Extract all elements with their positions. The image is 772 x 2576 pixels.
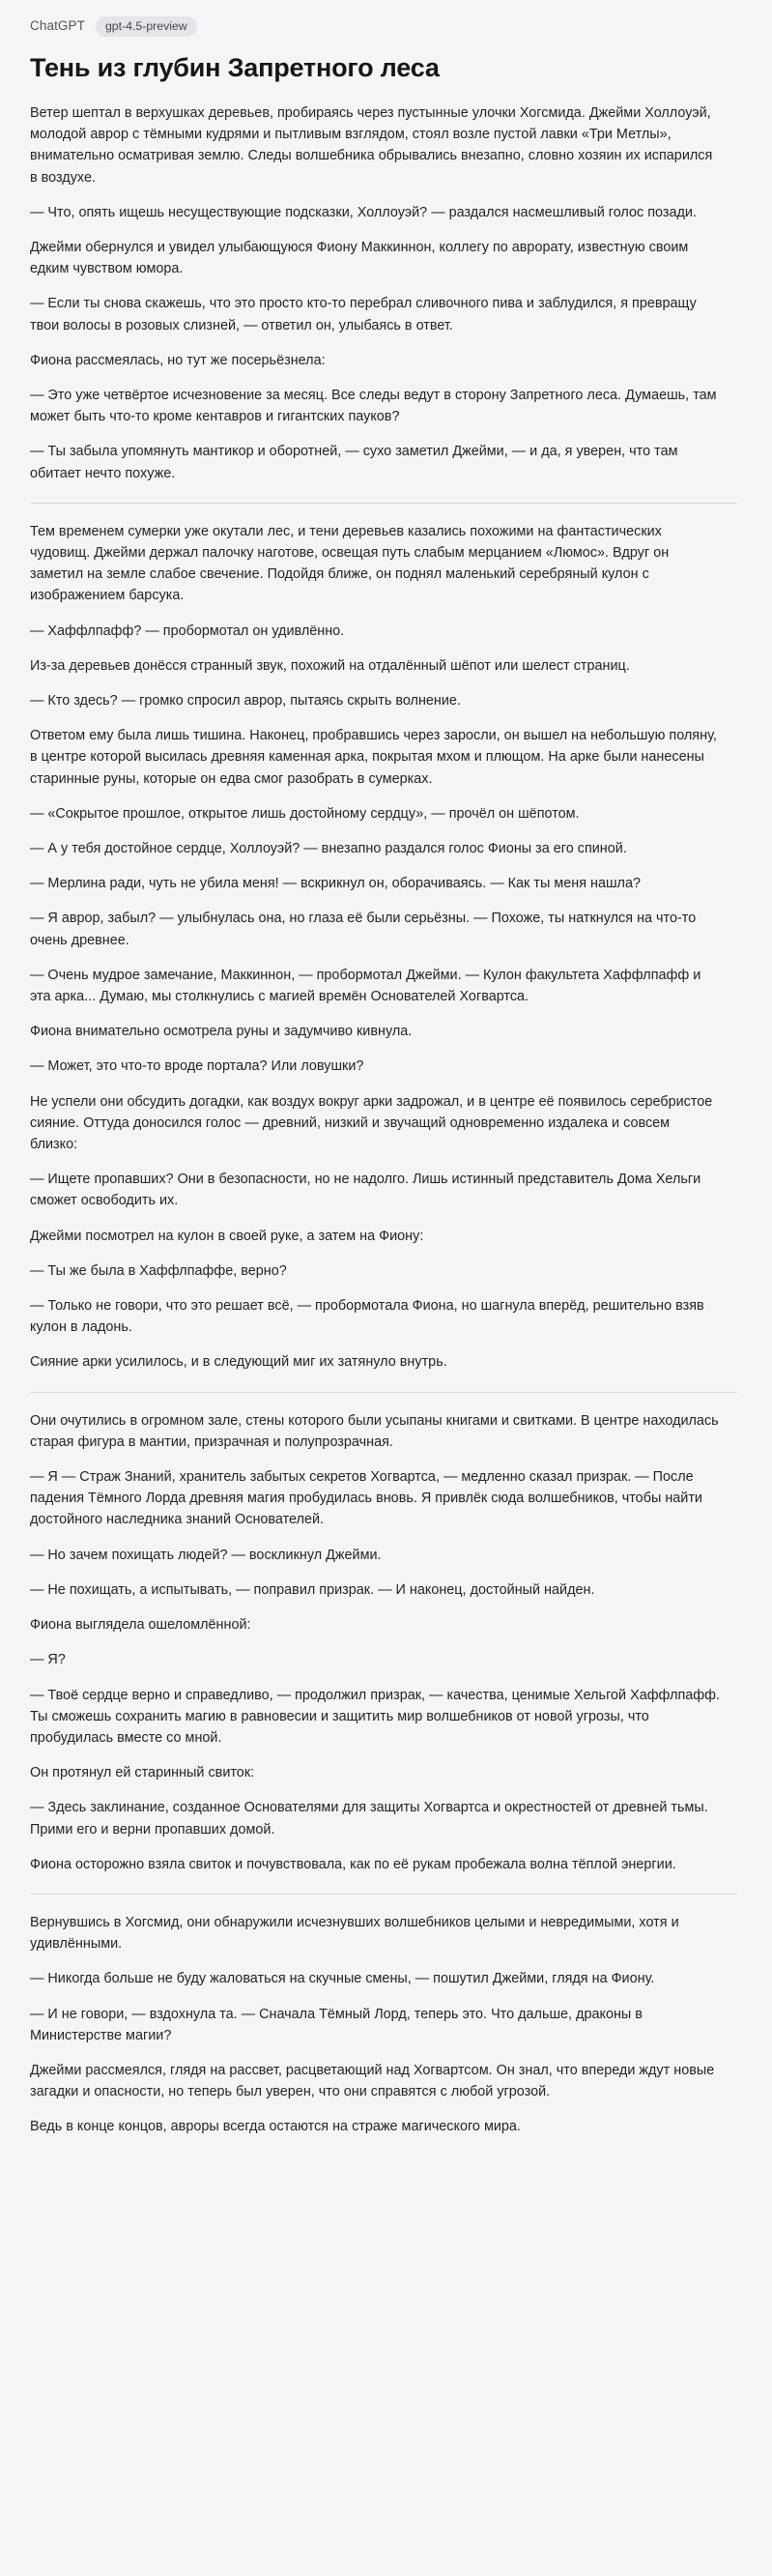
paragraph: — Что, опять ищешь несуществующие подсказки, Холлоуэй? — раздался насмешливый голос позади. — [30, 204, 697, 220]
paragraph: — Не похищать, а испытывать, — поправил призрак. — И наконец, достойный найден. — [30, 1581, 595, 1598]
assistant-name: ChatGPT — [30, 18, 85, 34]
paragraph: Фиона рассмеялась, но тут же посерьёзнела: — [30, 352, 326, 368]
paragraph: Он протянул ей старинный свиток: — [30, 1765, 255, 1781]
paragraph: Не успели они обсудить догадки, как воздух вокруг арки задрожал, и в центре её появилось серебристое сияние. Оттуда доносился голос — древний, низкий и звучащий одновременно издалека и совсем близко: — [30, 1093, 713, 1153]
paragraph: — Может, это что-то вроде портала? Или ловушки? — [30, 1058, 364, 1075]
paragraph: Джейми рассмеялся, глядя на рассвет, расцветающий над Хогвартсом. Он знал, что впереди ждут новые загадки и опасности, но теперь был уверен, что они справятся с любой угрозой. — [30, 2062, 715, 2100]
paragraph: — Я — Страж Знаний, хранитель забытых секретов Хогвартса, — медленно сказал призрак. — После падения Тёмного Лорда древняя магия пробудилась вновь. Я привлёк сюда волшебников, чтобы найти достойного наследника знаний Основателей. — [30, 1469, 702, 1528]
paragraph: — Ищете пропавших? Они в безопасности, но не надолго. Лишь истинный представитель Дома Хельги сможет освободить их. — [30, 1172, 701, 1209]
paragraph: Вернувшись в Хогсмид, они обнаружили исчезнувших волшебников целыми и невредимыми, хотя и удивлёнными. — [30, 1914, 679, 1953]
paragraph: — Мерлина ради, чуть не убила меня! — вскрикнул он, оборачиваясь. — Как ты меня нашла? — [30, 876, 641, 892]
document-section — [30, 521, 737, 1374]
paragraph: — Если ты снова скажешь, что это просто кто-то перебрал сливочного пива и заблудился, я превращу твои волосы в розовых слизней, — ответил он, улыбаясь в ответ. — [30, 296, 697, 333]
paragraph: Они очутились в огромном зале, стены которого были усыпаны книгами и свитками. В центре находилась старая фигура в мантии, призрачная и полупрозрачная. — [30, 1412, 719, 1450]
paragraph: — Я? — [30, 1652, 66, 1668]
paragraph: Ведь в конце концов, авроры всегда остаются на страже магического мира. — [30, 2119, 521, 2135]
paragraph: — Ты забыла упомянуть мантикор и оборотней, — сухо заметил Джейми, — и да, я уверен, что там обитает нечто похуже. — [30, 444, 678, 481]
paragraph: Сияние арки усилилось, и в следующий миг их затянуло внутрь. — [30, 1354, 447, 1371]
paragraph: — Я аврор, забыл? — улыбнулась она, но глаза её были серьёзны. — Похоже, ты наткнулся на что-то очень древнее. — [30, 911, 697, 948]
paragraph: — «Сокрытое прошлое, открытое лишь достойному сердцу», — прочёл он шёпотом. — [30, 805, 580, 822]
paragraph: — Здесь заклинание, созданное Основателями для защиты Хогвартса и окрестностей от древней тьмы. Прими его и верни пропавших домой. — [30, 1800, 708, 1838]
paragraph: Тем временем сумерки уже окутали лес, и тени деревьев казались похожими на фантастических чудовищ. Джейми держал палочку наготове, освещая путь слабым мерцанием «Люмос». Вдруг он заметил на земле слабое свечение. Подойдя ближе, он поднял маленький серебряный кулон с изображением барсука. — [30, 523, 670, 604]
paragraph: — Хаффлпафф? — пробормотал он удивлённо. — [30, 622, 345, 639]
paragraph: — Никогда больше не буду жаловаться на скучные смены, — пошутил Джейми, глядя на Фиону. — [30, 1971, 655, 1987]
model-badge[interactable]: gpt-4.5-preview — [96, 16, 197, 37]
paragraph: — А у тебя достойное сердце, Холлоуэй? — внезапно раздался голос Фионы за его спиной. — [30, 841, 627, 857]
paragraph: Джейми посмотрел на кулон в своей руке, а затем на Фиону: — [30, 1228, 424, 1244]
document-body — [30, 102, 737, 2138]
paragraph: Ветер шептал в верхушках деревьев, пробираясь через пустынные улочки Хогсмида. Джейми Холлоуэй, молодой аврор с тёмными кудрями и пытливым взглядом, стоял возле пустой лавки «Три Метлы», внимательно осматривая землю. Следы волшебника обрывались внезапно, словно хозяин их испарился в воздухе. — [30, 104, 713, 186]
paragraph: — Твоё сердце верно и справедливо, — продолжил призрак, — качества, ценимые Хельгой Хаффлпафф. Ты сможешь сохранить магию в равновесии и защитить мир волшебников от новой угрозы, что пробудилась вместе со мной. — [30, 1687, 721, 1746]
paragraph: — Но зачем похищать людей? — воскликнул Джейми. — [30, 1547, 382, 1563]
paragraph: Фиона осторожно взяла свиток и почувствовала, как по её рукам пробежала волна тёплой энергии. — [30, 1856, 676, 1872]
paragraph: Джейми обернулся и увидел улыбающуюся Фиону Маккиннон, коллегу по аврорату, известную своим едким чувством юмора. — [30, 239, 689, 277]
paragraph: — И не говори, — вздохнула та. — Сначала Тёмный Лорд, теперь это. Что дальше, драконы в Министерстве магии? — [30, 2006, 643, 2043]
message-header — [30, 14, 737, 39]
paragraph: — Только не говори, что это решает всё, — пробормотала Фиона, но шагнула вперёд, решительно взяв кулон в ладонь. — [30, 1298, 704, 1336]
paragraph: Из-за деревьев донёсся странный звук, похожий на отдалённый шёпот или шелест страниц. — [30, 657, 630, 674]
paragraph: Фиона выглядела ошеломлённой: — [30, 1617, 251, 1634]
paragraph: — Кто здесь? — громко спросил аврор, пытаясь скрыть волнение. — [30, 693, 461, 709]
paragraph: Фиона внимательно осмотрела руны и задумчиво кивнула. — [30, 1024, 413, 1040]
section-divider — [30, 1392, 737, 1393]
page-title: Тень из глубин Запретного леса — [30, 53, 440, 82]
section-divider — [30, 1894, 737, 1895]
paragraph: — Очень мудрое замечание, Маккиннон, — пробормотал Джейми. — Кулон факультета Хаффлпафф и эта арка... Думаю, мы столкнулись с магией времён Основателей Хогвартса. — [30, 967, 701, 1005]
document-section — [30, 102, 737, 484]
paragraph: Ответом ему была лишь тишина. Наконец, пробравшись через заросли, он вышел на небольшую поляну, в центре которой высилась древняя каменная арка, покрытая мхом и плющом. На арке были нанесены старинные руны, которые он едва смог разобрать в сумерках. — [30, 728, 717, 787]
paragraph: — Ты же была в Хаффлпаффе, верно? — [30, 1262, 287, 1279]
paragraph: — Это уже четвёртое исчезновение за месяц. Все следы ведут в сторону Запретного леса. Думаешь, там может быть что-то кроме кентавров и гигантских пауков? — [30, 387, 717, 425]
document-section — [30, 1410, 737, 1875]
section-divider — [30, 503, 737, 504]
document-section — [30, 1912, 737, 2138]
